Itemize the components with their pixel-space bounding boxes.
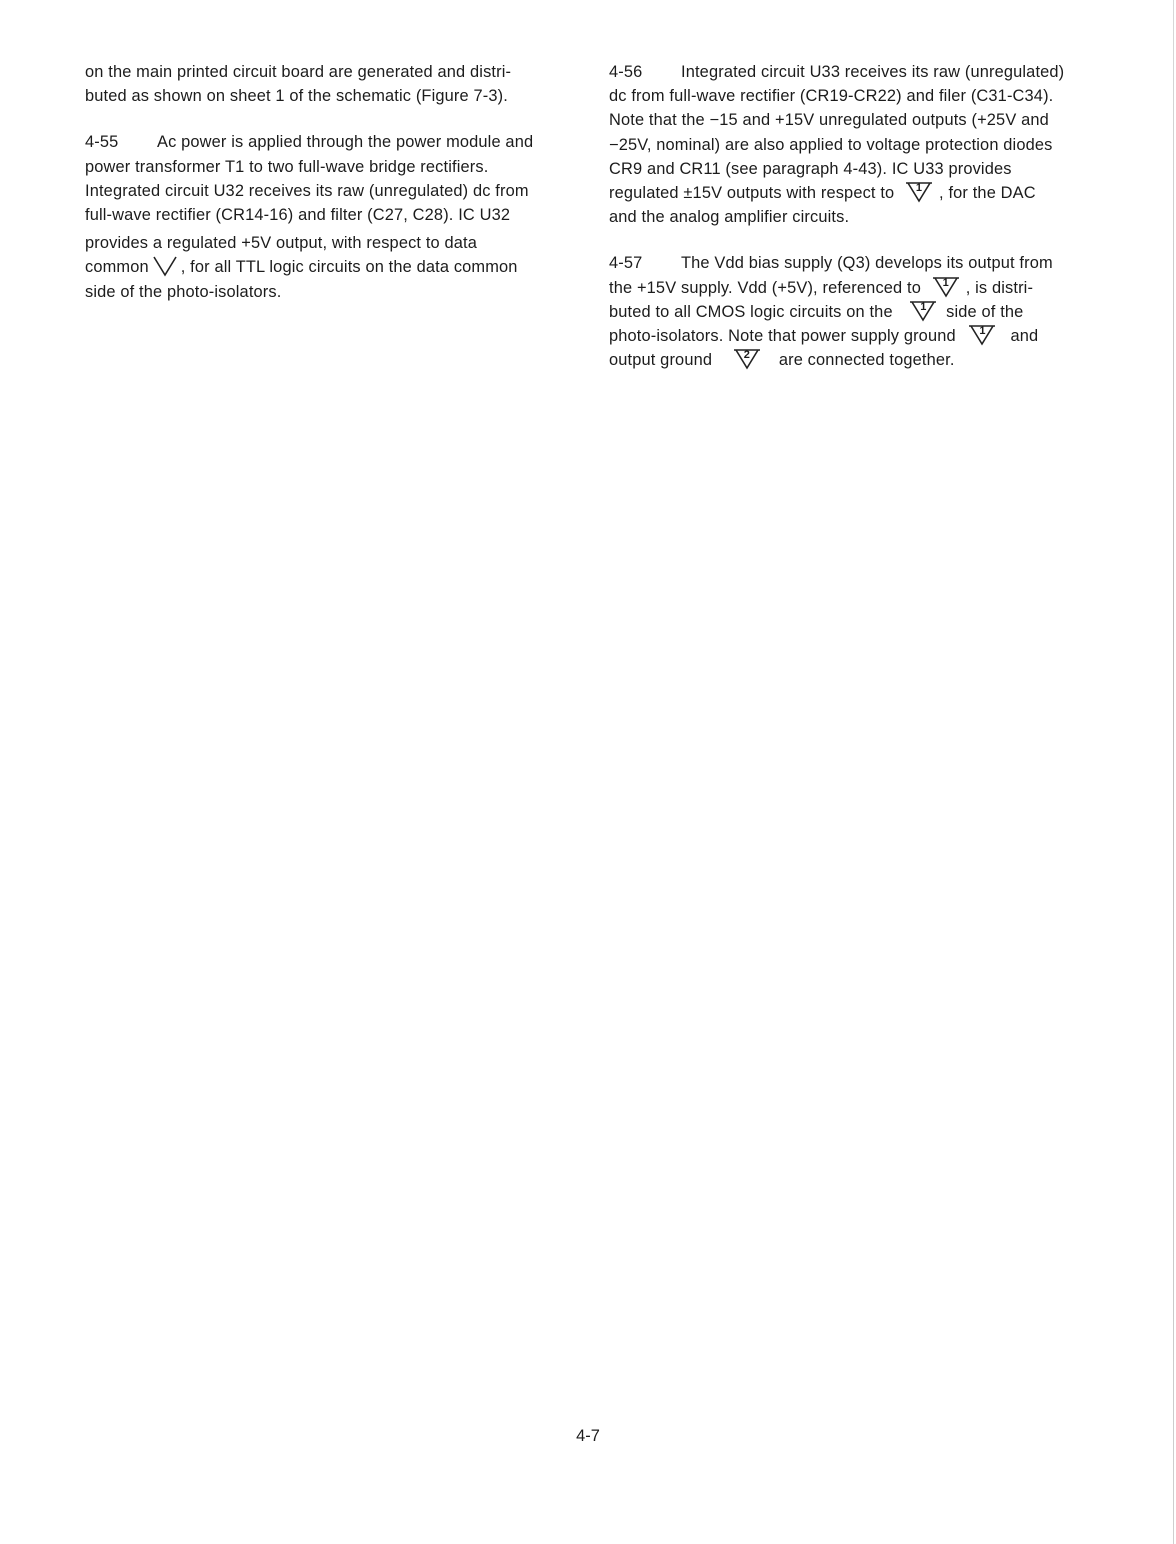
text-run: the +15V supply. Vdd (+5V), referenced to — [609, 278, 921, 297]
text-line: CR9 and CR11 (see paragraph 4-43). IC U33 provides — [609, 159, 1012, 178]
text-line — [85, 130, 580, 154]
power-ground-1-icon — [968, 324, 996, 346]
text-line — [85, 255, 580, 279]
text-run: side of the — [946, 302, 1024, 321]
text-run: are connected together. — [778, 351, 955, 370]
paragraph-number: 4-57 — [609, 254, 643, 273]
text-line: power transformer T1 to two full-wave bridge rectifiers. — [85, 157, 489, 176]
scan-edge-line — [1173, 0, 1174, 1544]
text-run: The Vdd bias supply (Q3) develops its output from — [681, 254, 1053, 273]
text-line — [609, 181, 1109, 205]
text-line: buted as shown on sheet 1 of the schematic (Figure 7-3). — [85, 87, 508, 106]
left-column — [85, 60, 580, 304]
text-line — [609, 324, 1109, 348]
text-line — [609, 300, 1109, 324]
text-run: Integrated circuit U33 receives its raw (unregulated) — [681, 63, 1065, 81]
paragraph-4-57 — [609, 251, 1109, 372]
text-run: output ground — [609, 351, 713, 370]
paragraph-4-55 — [85, 130, 580, 303]
right-column — [609, 60, 1109, 372]
page-number: 4-7 — [576, 1427, 600, 1445]
text-line — [609, 251, 1109, 275]
text-line: on the main printed circuit board are generated and distri- — [85, 63, 512, 81]
paragraph-number: 4-55 — [85, 133, 119, 152]
paragraph-4-56 — [609, 60, 1109, 229]
text-line: −25V, nominal) are also applied to voltage protection diodes — [609, 135, 1053, 154]
output-ground-2-icon — [733, 348, 761, 370]
text-run: photo-isolators. Note that power supply ground — [609, 326, 956, 345]
text-run: and — [1010, 326, 1039, 345]
text-line: dc from full-wave rectifier (CR19-CR22) and filer (C31-C34). — [609, 87, 1054, 106]
ground-label: 1 — [915, 181, 923, 194]
text-line: provides a regulated +5V output, with respect to data — [85, 234, 478, 253]
paragraph-number: 4-56 — [609, 63, 643, 81]
text-run: , for all TTL logic circuits on the data common — [180, 258, 518, 277]
text-run: common — [85, 258, 149, 277]
text-line: and the analog amplifier circuits. — [609, 208, 850, 227]
text-line: Note that the −15 and +15V unregulated outputs (+25V and — [609, 111, 1049, 130]
text-run: , is distri- — [965, 278, 1034, 297]
ground-label: 1 — [942, 276, 949, 289]
text-line — [609, 276, 1109, 300]
data-common-ground-icon — [151, 255, 179, 277]
ground-label: 1 — [979, 324, 986, 337]
ground-label: 1 — [920, 300, 927, 313]
text-run: Ac power is applied through the power module and — [157, 133, 534, 152]
power-ground-1-icon — [909, 300, 937, 322]
ground-label: 2 — [743, 349, 750, 362]
power-ground-1-icon — [905, 181, 933, 203]
text-run: , for the DAC — [939, 183, 1036, 202]
text-run: regulated ±15V outputs with respect to — [609, 183, 895, 202]
text-run: buted to all CMOS logic circuits on the — [609, 302, 893, 321]
text-line — [609, 348, 1109, 372]
paragraph-4-54-continuation — [85, 60, 580, 108]
text-line — [609, 60, 1109, 84]
text-line: side of the photo-isolators. — [85, 282, 282, 301]
text-line: full-wave rectifier (CR14-16) and filter (C27, C28). IC U32 — [85, 205, 511, 224]
text-line: Integrated circuit U32 receives its raw (unregulated) dc from — [85, 181, 529, 200]
power-ground-1-icon — [932, 276, 960, 298]
